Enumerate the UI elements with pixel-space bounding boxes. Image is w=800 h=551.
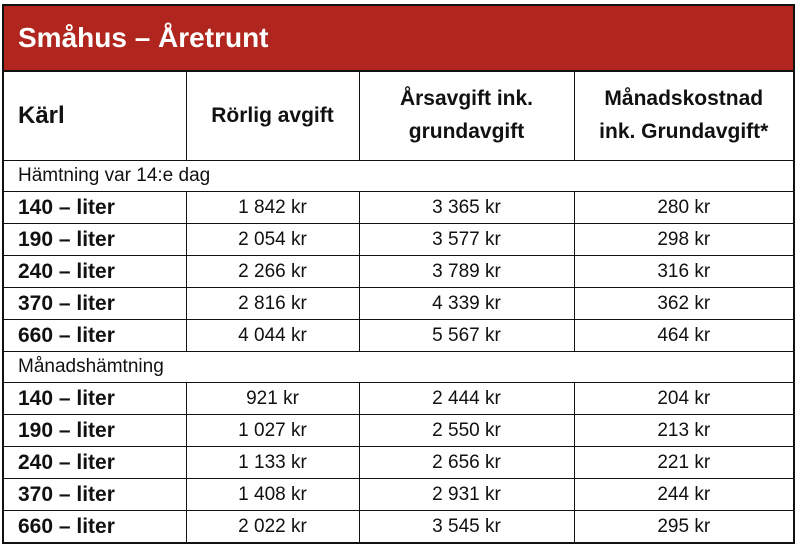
cell-arsavgift: 2 931 kr (359, 479, 574, 511)
cell-manad: 244 kr (574, 479, 793, 511)
table-row (4, 288, 793, 320)
cell-size: 660 – liter (4, 511, 186, 543)
table-row (4, 256, 793, 288)
cell-size: 190 – liter (4, 415, 186, 447)
cell-arsavgift: 3 545 kr (359, 511, 574, 543)
cell-size: 140 – liter (4, 383, 186, 415)
cell-manad: 280 kr (574, 192, 793, 224)
price-table (4, 72, 793, 542)
cell-manad: 298 kr (574, 224, 793, 256)
cell-size: 370 – liter (4, 288, 186, 320)
cell-arsavgift: 2 656 kr (359, 447, 574, 479)
cell-rorlig: 1 133 kr (186, 447, 359, 479)
cell-arsavgift: 3 789 kr (359, 256, 574, 288)
section-label: Hämtning var 14:e dag (4, 161, 793, 192)
header-row (4, 72, 793, 161)
table-row (4, 383, 793, 415)
table-row (4, 224, 793, 256)
table-row (4, 447, 793, 479)
header-manadskostnad (574, 72, 793, 161)
cell-manad: 464 kr (574, 320, 793, 352)
cell-rorlig: 2 022 kr (186, 511, 359, 543)
header-arsavgift (359, 72, 574, 161)
section-label: Månadshämtning (4, 352, 793, 383)
cell-arsavgift: 2 550 kr (359, 415, 574, 447)
section-row (4, 161, 793, 192)
table-row (4, 415, 793, 447)
table-title: Småhus – Åretrunt (4, 6, 793, 72)
cell-manad: 221 kr (574, 447, 793, 479)
cell-rorlig: 1 408 kr (186, 479, 359, 511)
table-row (4, 479, 793, 511)
header-manadskostnad-line1: Månadskostnad (604, 87, 764, 111)
cell-rorlig: 4 044 kr (186, 320, 359, 352)
cell-rorlig: 921 kr (186, 383, 359, 415)
table-row (4, 320, 793, 352)
cell-size: 190 – liter (4, 224, 186, 256)
price-table-card (2, 4, 795, 544)
cell-size: 240 – liter (4, 447, 186, 479)
cell-manad: 316 kr (574, 256, 793, 288)
table-row (4, 192, 793, 224)
cell-manad: 204 kr (574, 383, 793, 415)
header-manadskostnad-line2: ink. Grundavgift* (599, 120, 769, 143)
header-karl: Kärl (4, 72, 186, 161)
cell-rorlig: 1 842 kr (186, 192, 359, 224)
section-row (4, 352, 793, 383)
cell-size: 660 – liter (4, 320, 186, 352)
cell-rorlig: 2 816 kr (186, 288, 359, 320)
header-arsavgift-line1: Årsavgift ink. (399, 87, 534, 111)
cell-size: 370 – liter (4, 479, 186, 511)
cell-manad: 295 kr (657, 515, 711, 537)
cell-size: 140 – liter (4, 192, 186, 224)
cell-arsavgift: 3 577 kr (359, 224, 574, 256)
cell-arsavgift: 5 567 kr (359, 320, 574, 352)
cell-arsavgift: 3 365 kr (359, 192, 574, 224)
cell-arsavgift: 2 444 kr (359, 383, 574, 415)
cell-manad: 213 kr (574, 415, 793, 447)
header-rorlig-avgift: Rörlig avgift (186, 72, 359, 161)
cell-arsavgift: 4 339 kr (359, 288, 574, 320)
cell-size: 240 – liter (4, 256, 186, 288)
table-row (4, 511, 793, 543)
cell-rorlig: 2 054 kr (186, 224, 359, 256)
header-arsavgift-line2: grundavgift (408, 120, 525, 143)
cell-rorlig: 1 027 kr (186, 415, 359, 447)
cell-rorlig: 2 266 kr (186, 256, 359, 288)
cell-manad: 362 kr (574, 288, 793, 320)
